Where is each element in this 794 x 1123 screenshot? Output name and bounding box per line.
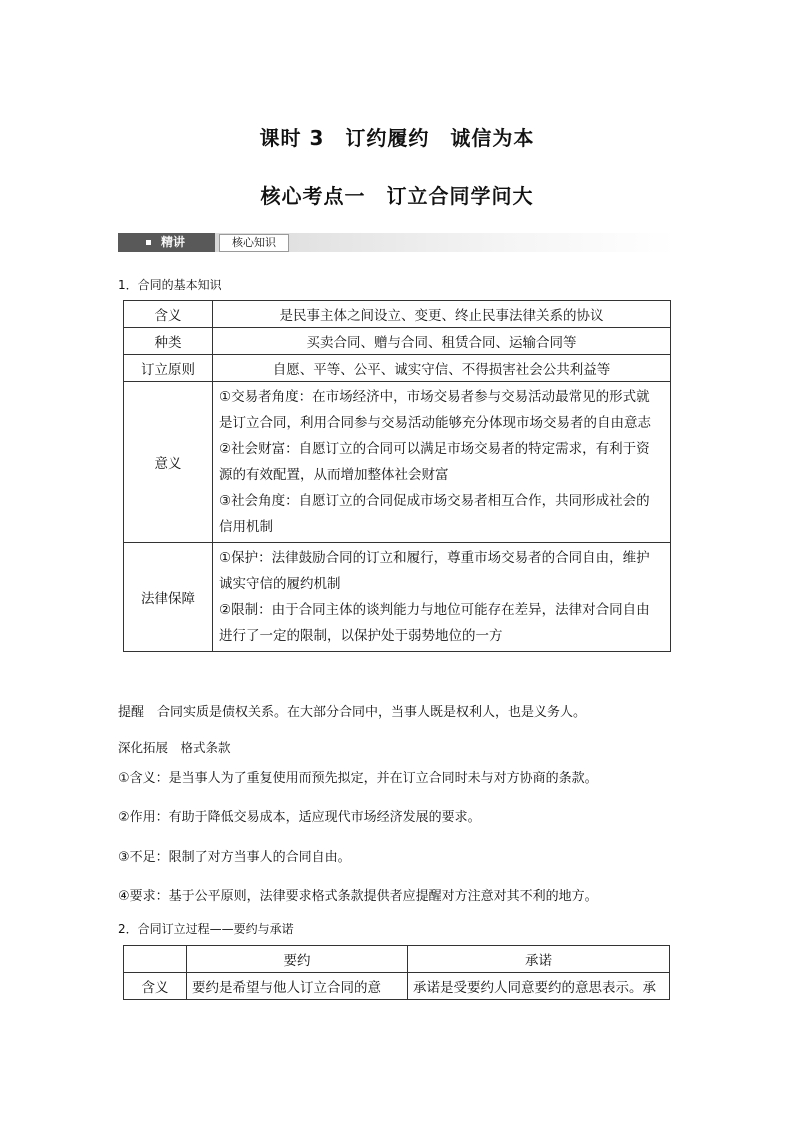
banner-tab: 核心知识 <box>219 234 289 252</box>
content-line: ③社会角度：自愿订立的合同促成市场交易者相互合作，共同形成社会的 <box>219 493 650 509</box>
content-line: 诚实守信的履约机制 <box>219 576 341 592</box>
table-row <box>124 543 671 652</box>
extension-item: ③不足：限制了对方当事人的合同自由。 <box>118 850 351 865</box>
row-content <box>213 382 671 543</box>
column-header <box>124 946 187 973</box>
extension-heading: 深化拓展 格式条款 <box>118 740 231 755</box>
content-line: 源的有效配置，从而增加整体社会财富 <box>219 467 449 483</box>
row-content: 买卖合同、赠与合同、租赁合同、运输合同等 <box>213 328 671 355</box>
content-line: 进行了一定的限制，以保护处于弱势地位的一方 <box>219 628 503 644</box>
square-bullet-icon <box>146 240 151 245</box>
table-row <box>124 382 671 543</box>
content-line: ②限制：由于合同主体的谈判能力与地位可能存在差异，法律对合同自由 <box>219 602 650 618</box>
table-row <box>124 328 671 355</box>
content-line: ①保护：法律鼓励合同的订立和履行，尊重市场交易者的合同自由，维护 <box>219 550 650 566</box>
column-header: 承诺 <box>408 946 670 973</box>
row-label: 含义 <box>124 301 213 328</box>
row-label: 法律保障 <box>124 543 213 652</box>
row-label: 意义 <box>124 382 213 543</box>
contract-basics-table <box>123 300 671 652</box>
row-label: 订立原则 <box>124 355 213 382</box>
row-label: 含义 <box>124 973 187 1000</box>
table-row <box>124 355 671 382</box>
extension-item: ④要求：基于公平原则，法律要求格式条款提供者应提醒对方注意对其不利的地方。 <box>118 889 598 904</box>
part1-heading: 1．合同的基本知识 <box>118 278 222 292</box>
table-row <box>124 301 671 328</box>
offer-acceptance-table <box>123 945 670 1000</box>
offer-cell: 要约是希望与他人订立合同的意 <box>187 973 408 1000</box>
part2-heading: 2．合同订立过程——要约与承诺 <box>118 922 294 936</box>
content-line: 是订立合同，利用合同参与交易活动能够充分体现市场交易者的自由意志 <box>219 415 651 431</box>
row-label: 种类 <box>124 328 213 355</box>
acceptance-cell: 承诺是受要约人同意要约的意思表示。承 <box>408 973 670 1000</box>
row-content <box>213 543 671 652</box>
content-line: 信用机制 <box>219 519 273 535</box>
section-title: 核心考点一 订立合同学问大 <box>260 184 534 208</box>
extension-item: ①含义：是当事人为了重复使用而预先拟定，并在订立合同时未与对方协商的条款。 <box>118 771 598 786</box>
banner-primary-label: 精讲 <box>161 235 186 249</box>
content-line: ①交易者角度：在市场经济中，市场交易者参与交易活动最常见的形式就 <box>219 389 650 405</box>
extension-item: ②作用：有助于降低交易成本，适应现代市场经济发展的要求。 <box>118 810 481 825</box>
section-banner <box>118 233 676 252</box>
reminder-note: 提醒 合同实质是债权关系。在大部分合同中，当事人既是权利人，也是义务人。 <box>118 705 587 720</box>
table-row <box>124 973 670 1000</box>
table-header-row <box>124 946 670 973</box>
column-header: 要约 <box>187 946 408 973</box>
lesson-title: 课时 3 订约履约 诚信为本 <box>259 126 535 150</box>
banner-primary <box>118 233 215 252</box>
row-content: 自愿、平等、公平、诚实守信、不得损害社会公共利益等 <box>213 355 671 382</box>
row-content: 是民事主体之间设立、变更、终止民事法律关系的协议 <box>213 301 671 328</box>
content-line: ②社会财富：自愿订立的合同可以满足市场交易者的特定需求，有利于资 <box>219 441 650 457</box>
